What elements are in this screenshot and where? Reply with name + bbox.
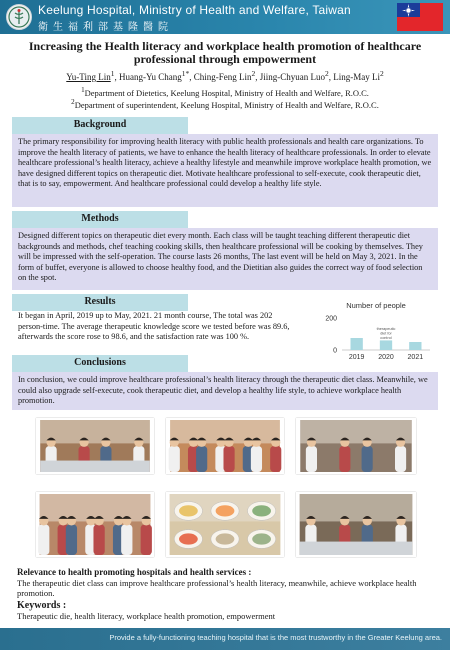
chart-annotation: control	[380, 336, 392, 341]
participants-bar-chart	[308, 298, 438, 364]
author-name: Ching-Feng Lin	[193, 72, 252, 82]
bar-2021	[409, 342, 421, 350]
group-with-certificate-photo	[36, 492, 154, 557]
hospital-name-zh: 衛生福利部基隆醫院	[38, 22, 173, 33]
bar-2019	[351, 338, 363, 350]
y-tick-label: 0	[333, 347, 337, 355]
author-name: Yu-Ting Lin	[66, 72, 111, 82]
relevance-heading: Relevance to health promoting hospitals and health services :	[17, 567, 252, 577]
relevance-text: The therapeutic diet class can improve healthcare professional’s health literacy, meanwhile, achieve workplace health promotion.	[17, 577, 417, 599]
cooking-class-photo	[36, 418, 154, 474]
author-name: Jiing-Chyuan Luo	[259, 72, 325, 82]
keywords-text: Therapeutic die, health literacy, workplace health promotion, empowerment	[17, 611, 276, 622]
group-photo	[166, 418, 284, 474]
footer-slogan: Provide a fully-functioning teaching hospital that is the most trustworthy in the Greater Keelung area.	[109, 633, 442, 642]
footer-bar	[0, 628, 450, 650]
keywords-heading: Keywords :	[17, 599, 67, 611]
results-text: It began in April, 2019 up to May, 2021. 21 month course, The total was 202 person-time. The average therapeutic knowledge score we tested before was 89.6, afterwards the score rose to 98.6, and the satisfaction rate was 100 %.	[12, 311, 302, 351]
chart-title: Number of people	[346, 301, 406, 310]
methods-text: Designed different topics on therapeutic diet every month. Each class will be taught teaching different therapeutic diet backgrounds and methods, chef teaching cooking skills, then healthcare professional will be cooking by themselves. They will be impressed with the self-operation. The course lasts 26 months, The last event will be held on May 3, 2021. In the form of buffet, everyone is allowed to choose healthy food, and the Dietitian also guides the correct way of food selection on the spot.	[12, 228, 438, 290]
conclusions-text: In conclusion, we could improve healthcare professional’s health literacy through the therapeutic diet class. Meanwhile, we could also upgrade self-execute, cook therapeutic diet, and develop a healthy life style, to achieve workplace health promotion.	[12, 372, 438, 410]
bar-2020	[380, 340, 392, 350]
background-heading: Background	[12, 117, 188, 134]
chart-svg	[308, 298, 438, 364]
therapeutic-dishes-photo	[166, 492, 284, 557]
hospital-name-en: Keelung Hospital, Ministry of Health and Welfare, Taiwan	[38, 3, 351, 17]
affiliation-2: $^2$Department of superintendent, Keelung Hospital, Ministry of Health and Welfare, R.O.C.	[71, 98, 379, 110]
chart-annotation: therapeutic	[376, 327, 396, 331]
relevance-block	[17, 567, 437, 622]
y-tick-label: 200	[325, 315, 337, 323]
hospital-seal-icon	[6, 4, 32, 30]
author-name: Ling-May Li	[333, 72, 380, 82]
author-name: Huang-Yu Chang	[118, 72, 182, 82]
x-tick-label: 2020	[378, 354, 394, 361]
taiwan-flag-icon	[397, 3, 443, 31]
background-text: The primary responsibility for improving health literacy with public health professionals and health care organizations. To improve the health literacy of patients, we have to enhance the health literacy of healthcare professionals. In order to elevate healthcare professional’s health literacy, achieve a healthy lifestyle and meanwhile improve workplace health promotion, we have designed different topics on therapeutic diet. Motivate healthcare professional to self-execute, cook therapeutic diet, that is to say, empowerment. And healthcare professional could develop a healthy life style.	[12, 134, 438, 207]
methods-heading: Methods	[12, 211, 188, 228]
poster-title: Increasing the Health literacy and workplace health promotion of healthcare professional through empowerment	[28, 39, 422, 66]
x-tick-label: 2021	[407, 354, 424, 361]
conclusions-heading: Conclusions	[12, 355, 188, 372]
affiliation-1: $^1$Department of Dietetics, Keelung Hospital, Ministry of Health and Welfare, R.O.C.	[81, 86, 369, 98]
buffet-line-photo	[296, 418, 416, 474]
x-tick-label: 2019	[348, 354, 365, 361]
results-heading: Results	[12, 294, 188, 311]
cooking-demo-photo	[296, 492, 416, 557]
chart-annotation: diet for	[380, 331, 392, 336]
author-list: Yu-Ting Lin$^1$, Huang-Yu Chang$^{1*}$, Ching-Feng Lin$^2$, Jiing-Chyuan Luo$^2$, Ling-May Li$^2$	[66, 69, 384, 82]
header-bar	[0, 0, 450, 34]
